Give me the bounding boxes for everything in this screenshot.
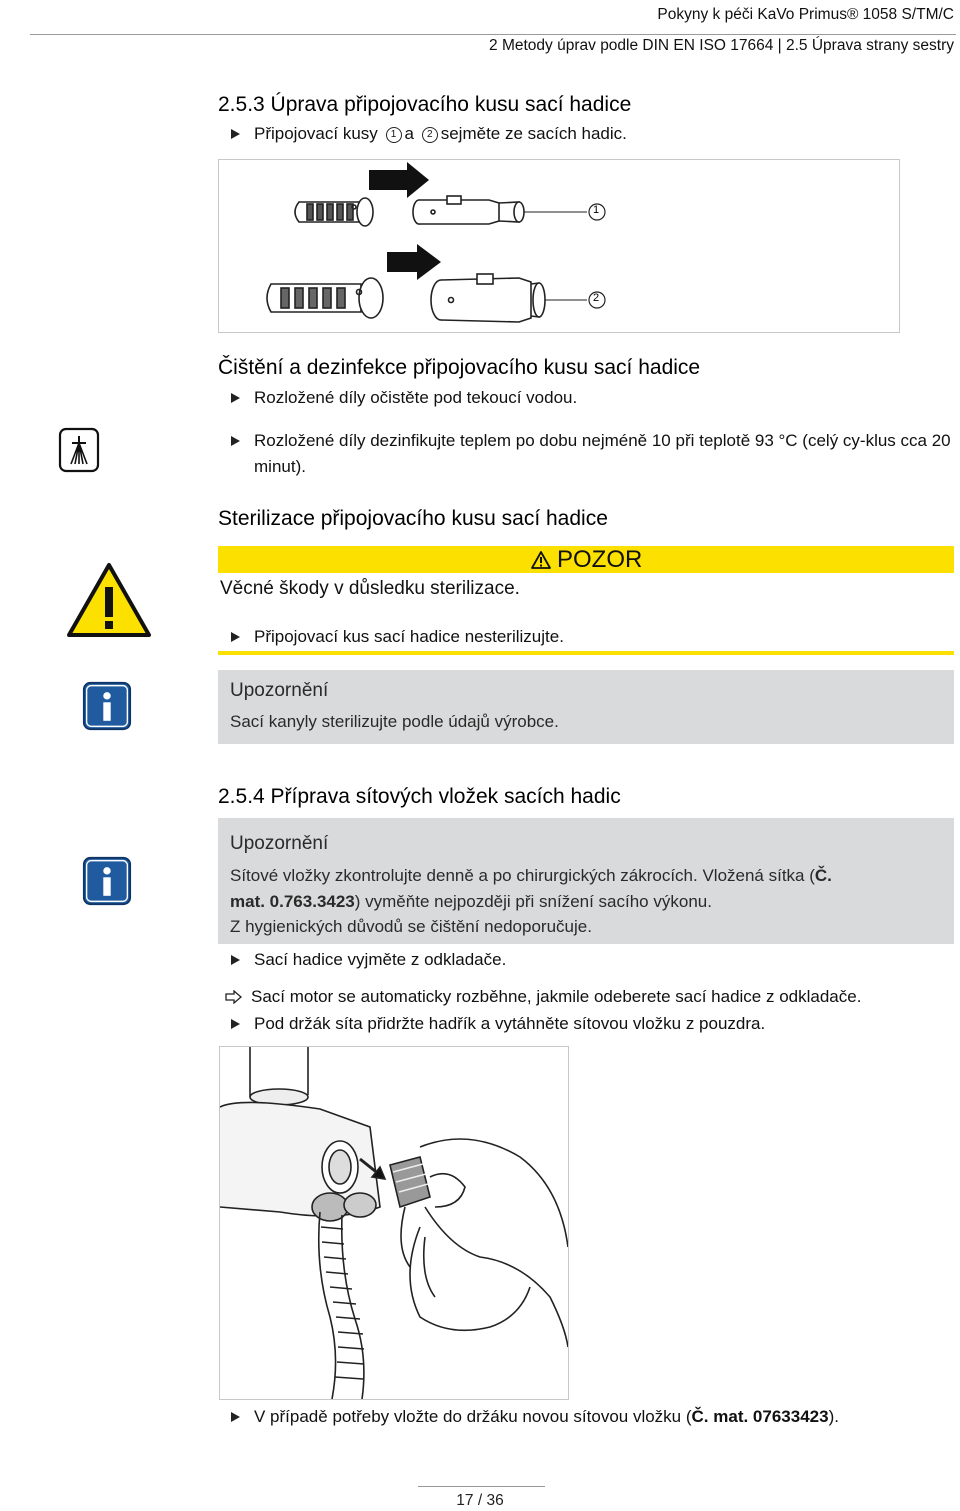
note-title: Upozornění: [230, 833, 329, 854]
document-title: Pokyny k péči KaVo Primus® 1058 S/TM/C: [657, 6, 954, 23]
sieve-removal-drawing: [220, 1047, 568, 1399]
figure-callout-1: 1: [593, 204, 600, 216]
info-icon: [82, 855, 132, 912]
sieve-step-1: Sací hadice vyjměte z odkladače.: [254, 947, 506, 973]
connector-figure: [218, 159, 900, 333]
connector-drawing: [219, 160, 899, 332]
caution-text: Věcné škody v důsledku sterilizace.: [220, 578, 520, 599]
caution-bottom-rule: [218, 651, 954, 655]
page-number: 17 / 36: [456, 1492, 504, 1509]
note-box-sieves: [218, 818, 954, 944]
cleaning-step-2: Rozložené díly dezinfikujte teplem po dobu nejméně 10 při teplotě 93 °C (celý cy-klus cca 20 minut).: [254, 428, 954, 480]
sieve-removal-figure: [219, 1046, 569, 1400]
note-text: Sací kanyly sterilizujte podle údajů výrobce.: [230, 712, 559, 731]
section-heading-2-5-4: 2.5.4 Příprava sítových vložek sacích hadic: [218, 785, 621, 808]
bullet-arrow-icon: [231, 955, 240, 965]
caution-step: Připojovací kus sací hadice nesterilizujte.: [254, 624, 564, 650]
bullet-arrow-icon: [231, 1019, 240, 1029]
note-title: Upozornění: [230, 680, 329, 701]
cleaning-step-1: Rozložené díly očistěte pod tekoucí vodou.: [254, 385, 577, 411]
sieve-step-2: Pod držák síta přidržte hadřík a vytáhněte sítovou vložku z pouzdra.: [254, 1011, 765, 1037]
result-arrow-icon: [225, 990, 243, 1004]
warning-triangle-icon: [66, 562, 152, 638]
note-box-sterilization: [218, 670, 954, 744]
step-remove-connectors: Připojovací kusy 1 a 2 sejměte ze sacích hadic.: [254, 121, 627, 147]
sieve-step-3: V případě potřeby vložte do držáku novou sítovou vložku (Č. mat. 07633423).: [254, 1404, 839, 1430]
bullet-arrow-icon: [231, 436, 240, 446]
bullet-arrow-icon: [231, 1412, 240, 1422]
sieve-result-1: Sací motor se automaticky rozběhne, jakmile odeberete sací hadice z odkladače.: [251, 984, 861, 1010]
bullet-arrow-icon: [231, 632, 240, 642]
figure-callout-2: 2: [593, 292, 600, 304]
footer-divider: [418, 1486, 545, 1487]
note-text: Sítové vložky zkontrolujte denně a po chirurgických zákrocích. Vložená sítka (Č. mat. 0.763.3423) vyměňte nejpozději při snížení sacího výkonu. Z hygienických důvodů se čištění nedoporučuje.: [230, 866, 832, 936]
bullet-arrow-icon: [231, 393, 240, 403]
bullet-arrow-icon: [231, 129, 240, 139]
sterilization-heading: Sterilizace připojovacího kusu sací hadice: [218, 507, 608, 530]
info-icon: [82, 680, 132, 737]
cleaning-heading: Čištění a dezinfekce připojovacího kusu sací hadice: [218, 356, 701, 379]
caution-small-triangle-icon: [530, 550, 552, 570]
washer-disinfector-icon: [58, 427, 100, 473]
section-heading-2-5-3: 2.5.3 Úprava připojovacího kusu sací hadice: [218, 93, 632, 116]
callout-2-icon: 2: [422, 127, 438, 143]
breadcrumb: 2 Metody úprav podle DIN EN ISO 17664 | 2.5 Úprava strany sestry: [489, 37, 954, 54]
caution-title: POZOR: [557, 546, 643, 573]
callout-1-icon: 1: [386, 127, 402, 143]
header-divider: [30, 34, 956, 35]
